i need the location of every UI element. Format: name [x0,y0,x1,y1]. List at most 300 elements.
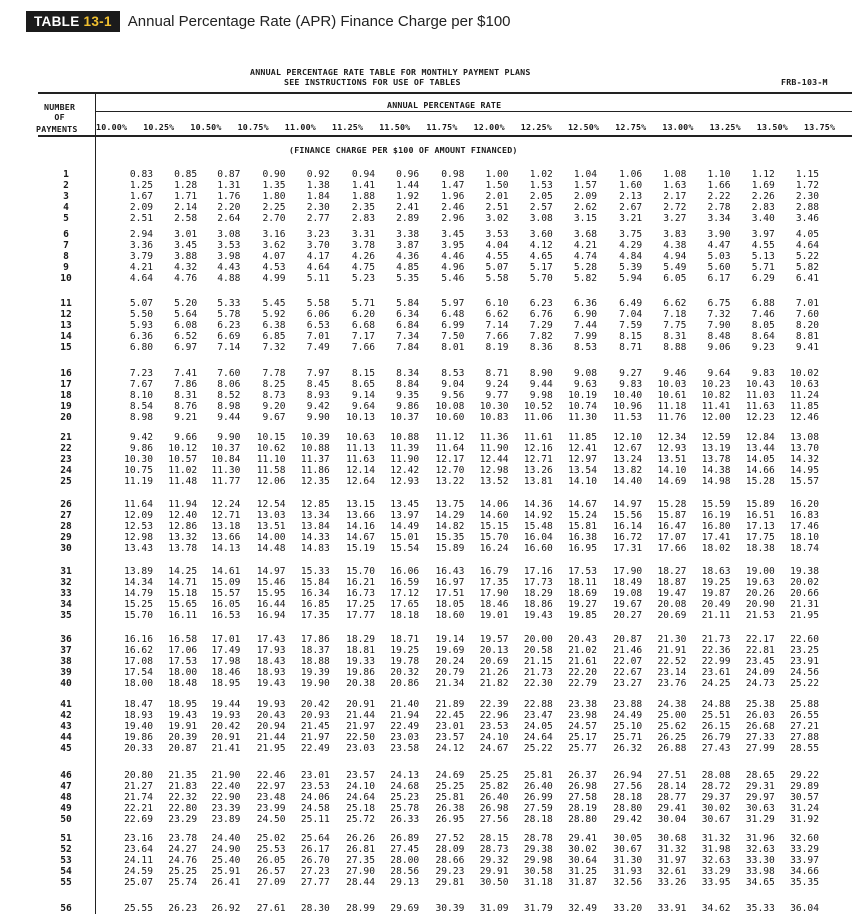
rate-header: 12.25% [520,122,552,132]
table-cell: 29.38 [523,844,553,855]
table-cell: 12.35 [300,476,330,487]
table-cell: 8.34 [396,368,420,379]
table-cell: 22.36 [701,645,731,656]
table-cell: 18.95 [168,699,198,710]
table-cell: 23.47 [523,710,553,721]
table-cell: 2.30 [306,202,330,213]
table-cell: 4.26 [351,251,375,262]
table-cell: 21.90 [211,770,241,781]
table-cell: 19.00 [745,566,775,577]
table-cell: 12.97 [568,454,597,465]
table-cell: 9.21 [174,412,198,423]
table-cell: 23.38 [568,699,597,710]
table-cell: 13.81 [523,476,553,487]
table-cell: 1.71 [174,191,198,202]
table-cell: 20.49 [701,599,731,610]
table-cell: 13.66 [346,510,375,521]
table-cell: 4.05 [795,229,819,240]
table-cell: 0.87 [217,169,241,180]
table-cell: 5.50 [129,309,153,320]
table-cell: 19.38 [790,566,819,577]
table-cell: 16.38 [568,532,597,543]
table-cell: 17.43 [256,634,286,645]
table-cell: 20.94 [256,721,286,732]
table-cell: 15.25 [124,599,153,610]
table-cell: 33.26 [657,877,687,888]
table-cell: 15.09 [211,577,241,588]
table-cell: 1.02 [529,169,553,180]
table-cell: 1.10 [707,169,731,180]
table-cell: 14.10 [657,465,687,476]
table-cell: 7.50 [441,331,465,342]
table-cell: 19.25 [701,577,731,588]
table-cell: 27.52 [435,833,465,844]
table-cell: 17.65 [390,599,420,610]
row-payment-number: 2 [63,180,69,191]
table-cell: 18.29 [346,634,375,645]
row-payment-number: 38 [60,656,72,667]
table-cell: 30.50 [479,877,509,888]
table-cell: 6.36 [129,331,153,342]
table-cell: 16.58 [168,634,198,645]
table-cell: 11.76 [657,412,687,423]
table-cell: 20.66 [790,588,819,599]
table-cell: 18.38 [745,543,775,554]
table-cell: 22.20 [568,667,597,678]
table-cell: 12.46 [790,412,819,423]
table-cell: 22.80 [168,803,198,814]
table-cell: 24.25 [701,678,731,689]
table-cell: 15.70 [479,532,509,543]
table-cell: 29.42 [613,814,643,825]
table-cell: 14.25 [168,566,198,577]
table-cell: 22.17 [745,634,775,645]
row-payment-number: 35 [60,610,72,621]
table-cell: 3.02 [485,213,509,224]
table-cell: 18.47 [124,699,153,710]
table-cell: 25.51 [701,710,731,721]
table-cell: 7.41 [174,368,198,379]
table-cell: 12.14 [346,465,375,476]
table-cell: 7.67 [129,379,153,390]
table-cell: 19.39 [300,667,330,678]
table-cell: 17.73 [523,577,553,588]
table-cell: 25.25 [479,770,509,781]
table-cell: 17.77 [346,610,375,621]
table-cell: 33.29 [701,866,731,877]
table-cell: 9.04 [441,379,465,390]
table-cell: 4.75 [351,262,375,273]
table-cell: 4.88 [217,273,241,284]
table-cell: 10.88 [390,432,420,443]
table-cell: 23.01 [300,770,330,781]
table-cell: 11.64 [435,443,465,454]
table-cell: 12.44 [479,454,509,465]
row-payment-number: 9 [63,262,69,273]
table-cell: 18.11 [568,577,597,588]
table-cell: 21.97 [300,732,330,743]
table-cell: 18.18 [390,610,420,621]
table-cell: 21.95 [256,743,286,754]
table-cell: 13.03 [256,510,286,521]
table-cell: 10.39 [300,432,330,443]
table-cell: 14.34 [124,577,153,588]
table-cell: 3.68 [573,229,597,240]
table-cell: 4.84 [619,251,643,262]
row-payment-number: 52 [60,844,72,855]
table-cell: 1.60 [619,180,643,191]
row-payment-number: 8 [63,251,69,262]
table-cell: 10.84 [211,454,241,465]
table-cell: 16.19 [701,510,731,521]
table-cell: 6.36 [573,298,597,309]
table-cell: 22.69 [124,814,153,825]
table-cell: 20.87 [613,634,643,645]
table-cell: 18.46 [211,667,241,678]
table-cell: 8.54 [129,401,153,412]
table-cell: 16.79 [479,566,509,577]
table-cell: 24.64 [346,792,375,803]
table-cell: 6.34 [396,309,420,320]
table-cell: 1.06 [619,169,643,180]
table-cell: 1.88 [351,191,375,202]
table-cell: 17.35 [300,610,330,621]
row-payment-number: 13 [60,320,72,331]
table-cell: 24.69 [435,770,465,781]
table-cell: 9.64 [351,401,375,412]
table-cell: 21.45 [300,721,330,732]
table-cell: 11.41 [701,401,731,412]
table-cell: 21.34 [435,678,465,689]
table-cell: 11.85 [568,432,597,443]
table-cell: 14.29 [435,510,465,521]
row-payment-number: 32 [60,577,72,588]
table-cell: 3.53 [217,240,241,251]
table-cell: 0.94 [351,169,375,180]
table-cell: 22.67 [613,667,643,678]
table-cell: 25.11 [300,814,330,825]
row-payment-number: 37 [60,645,72,656]
table-cell: 23.48 [256,792,286,803]
table-cell: 15.87 [657,510,687,521]
table-cell: 14.38 [701,465,731,476]
table-cell: 2.14 [174,202,198,213]
table-cell: 26.03 [745,710,775,721]
table-cell: 2.67 [619,202,643,213]
row-payment-number: 4 [63,202,69,213]
table-cell: 13.19 [701,443,731,454]
table-cell: 24.12 [435,743,465,754]
table-cell: 18.00 [124,678,153,689]
table-cell: 3.27 [663,213,687,224]
table-cell: 1.53 [529,180,553,191]
row-payment-number: 21 [60,432,72,443]
table-cell: 17.75 [745,532,775,543]
table-cell: 18.60 [435,610,465,621]
row-payment-number: 12 [60,309,72,320]
table-cell: 30.58 [523,866,553,877]
table-cell: 0.83 [129,169,153,180]
table-cell: 28.14 [657,781,687,792]
row-payment-number: 7 [63,240,69,251]
table-cell: 22.07 [613,656,643,667]
table-cell: 23.98 [568,710,597,721]
table-cell: 11.10 [256,454,286,465]
table-cell: 21.61 [568,656,597,667]
row-payment-number: 42 [60,710,72,721]
table-cell: 15.89 [435,543,465,554]
row-payment-number: 49 [60,803,72,814]
table-cell: 18.93 [124,710,153,721]
table-cell: 18.37 [300,645,330,656]
table-cell: 15.65 [168,599,198,610]
table-cell: 9.86 [396,401,420,412]
table-cell: 16.43 [435,566,465,577]
table-cell: 27.45 [390,844,420,855]
table-cell: 13.32 [168,532,198,543]
table-cell: 6.49 [619,298,643,309]
table-cell: 10.12 [168,443,198,454]
table-cell: 8.45 [306,379,330,390]
table-cell: 15.15 [479,521,509,532]
table-cell: 2.62 [573,202,597,213]
table-cell: 3.83 [663,229,687,240]
table-cell: 15.18 [168,588,198,599]
table-cell: 31.79 [523,903,553,914]
table-cell: 22.46 [256,770,286,781]
table-cell: 17.54 [124,667,153,678]
table-cell: 5.71 [751,262,775,273]
table-cell: 3.40 [751,213,775,224]
table-cell: 28.08 [701,770,731,781]
table-cell: 16.60 [523,543,553,554]
table-cell: 12.85 [300,499,330,510]
table-cell: 2.20 [217,202,241,213]
table-cell: 7.29 [529,320,553,331]
table-cell: 6.69 [217,331,241,342]
table-cell: 2.64 [217,213,241,224]
rate-header: 13.50% [756,122,788,132]
table-cell: 28.77 [657,792,687,803]
table-cell: 8.10 [129,390,153,401]
table-cell: 12.40 [168,510,198,521]
table-cell: 5.17 [529,262,553,273]
table-cell: 10.02 [790,368,819,379]
table-cell: 34.62 [701,903,731,914]
table-cell: 16.80 [701,521,731,532]
table-cell: 5.78 [217,309,241,320]
table-cell: 15.56 [613,510,643,521]
table-cell: 22.49 [300,743,330,754]
table-cell: 14.05 [745,454,775,465]
table-cell: 5.03 [707,251,731,262]
table-cell: 25.22 [790,678,819,689]
table-cell: 6.20 [351,309,375,320]
table-cell: 4.36 [396,251,420,262]
table-cell: 9.67 [262,412,286,423]
apr-rule [96,111,852,112]
row-payment-number: 27 [60,510,72,521]
row-payment-number: 10 [60,273,72,284]
table-cell: 17.90 [479,588,509,599]
table-cell: 19.43 [168,710,198,721]
table-cell: 30.57 [790,792,819,803]
table-cell: 13.52 [479,476,509,487]
table-cell: 27.59 [523,803,553,814]
table-cell: 22.88 [523,699,553,710]
table-cell: 30.05 [613,833,643,844]
table-cell: 5.70 [529,273,553,284]
table-cell: 13.78 [168,543,198,554]
table-cell: 31.93 [613,866,643,877]
table-cell: 25.00 [657,710,687,721]
table-cell: 7.32 [262,342,286,353]
table-cell: 12.67 [613,443,643,454]
table-cell: 33.95 [701,877,731,888]
table-title: Annual Percentage Rate (APR) Finance Charge per $100 [127,12,511,30]
table-cell: 24.59 [124,866,153,877]
table-cell: 14.97 [256,566,286,577]
row-payment-number: 47 [60,781,72,792]
table-cell: 34.66 [790,866,819,877]
table-cell: 8.53 [573,342,597,353]
table-cell: 19.93 [211,710,241,721]
table-cell: 14.69 [657,476,687,487]
table-cell: 26.98 [479,803,509,814]
table-cell: 10.75 [124,465,153,476]
table-cell: 19.25 [390,645,420,656]
table-cell: 14.82 [435,521,465,532]
table-cell: 16.06 [390,566,420,577]
table-cell: 4.38 [663,240,687,251]
table-cell: 20.38 [346,678,375,689]
table-cell: 11.30 [211,465,241,476]
table-cell: 21.27 [124,781,153,792]
row-payment-number: 19 [60,401,72,412]
table-cell: 1.35 [262,180,286,191]
table-cell: 18.48 [168,678,198,689]
table-cell: 7.60 [795,309,819,320]
table-cell: 9.42 [306,401,330,412]
table-cell: 31.32 [701,833,731,844]
table-cell: 8.52 [217,390,241,401]
table-cell: 4.65 [529,251,553,262]
table-cell: 18.05 [435,599,465,610]
table-cell: 10.43 [745,379,775,390]
table-cell: 26.55 [790,710,819,721]
table-cell: 16.34 [300,588,330,599]
table-cell: 20.79 [435,667,465,678]
table-cell: 3.90 [707,229,731,240]
table-cell: 22.40 [211,781,241,792]
table-cell: 19.27 [568,599,597,610]
table-cell: 20.91 [346,699,375,710]
table-cell: 13.24 [613,454,643,465]
row-payment-number: 5 [63,213,69,224]
table-cell: 6.99 [441,320,465,331]
table-cell: 16.47 [657,521,687,532]
table-cell: 13.97 [390,510,420,521]
table-cell: 9.77 [485,390,509,401]
table-cell: 2.13 [619,191,643,202]
table-cell: 3.45 [174,240,198,251]
table-cell: 7.46 [751,309,775,320]
table-cell: 21.91 [657,645,687,656]
table-cell: 15.81 [568,521,597,532]
table-cell: 11.48 [168,476,198,487]
row-payment-number: 3 [63,191,69,202]
table-cell: 18.43 [256,656,286,667]
table-cell: 13.78 [701,454,731,465]
table-cell: 9.06 [707,342,731,353]
table-cell: 12.98 [479,465,509,476]
table-cell: 7.97 [306,368,330,379]
table-cell: 26.94 [613,770,643,781]
table-cell: 17.93 [256,645,286,656]
table-cell: 15.95 [256,588,286,599]
table-cell: 25.07 [124,877,153,888]
table-cell: 6.29 [751,273,775,284]
table-cell: 16.24 [479,543,509,554]
table-cell: 25.17 [568,732,597,743]
table-cell: 26.33 [390,814,420,825]
table-cell: 18.29 [523,588,553,599]
table-cell: 12.10 [613,432,643,443]
table-cell: 23.88 [613,699,643,710]
table-cell: 31.98 [701,844,731,855]
table-cell: 15.35 [435,532,465,543]
table-cell: 8.53 [441,368,465,379]
table-heading-line2: SEE INSTRUCTIONS FOR USE OF TABLES [284,77,461,87]
table-cell: 4.12 [529,240,553,251]
table-cell: 10.57 [168,454,198,465]
table-cell: 13.34 [300,510,330,521]
table-cell: 15.19 [346,543,375,554]
table-heading-line1: ANNUAL PERCENTAGE RATE TABLE FOR MONTHLY PAYMENT PLANS [250,67,531,77]
table-cell: 2.09 [129,202,153,213]
table-cell: 24.05 [523,721,553,732]
table-cell: 12.16 [523,443,553,454]
table-cell: 7.59 [619,320,643,331]
table-cell: 10.30 [124,454,153,465]
table-cell: 25.53 [256,844,286,855]
table-cell: 7.66 [485,331,509,342]
table-cell: 8.64 [751,331,775,342]
table-cell: 22.52 [657,656,687,667]
row-payment-number: 56 [60,903,72,914]
table-cell: 9.56 [441,390,465,401]
table-cell: 18.93 [256,667,286,678]
table-cell: 4.94 [663,251,687,262]
table-cell: 21.73 [701,634,731,645]
table-cell: 22.49 [390,721,420,732]
table-cell: 14.60 [479,510,509,521]
table-cell: 29.32 [479,855,509,866]
table-cell: 15.33 [300,566,330,577]
table-cell: 8.65 [351,379,375,390]
table-cell: 31.32 [657,844,687,855]
table-cell: 10.83 [479,412,509,423]
table-cell: 3.75 [619,229,643,240]
table-cell: 2.51 [129,213,153,224]
table-cell: 17.16 [523,566,553,577]
table-cell: 4.64 [795,240,819,251]
table-cell: 1.66 [707,180,731,191]
table-cell: 20.87 [168,743,198,754]
table-cell: 5.07 [485,262,509,273]
table-cell: 28.99 [346,903,375,914]
table-cell: 14.00 [256,532,286,543]
